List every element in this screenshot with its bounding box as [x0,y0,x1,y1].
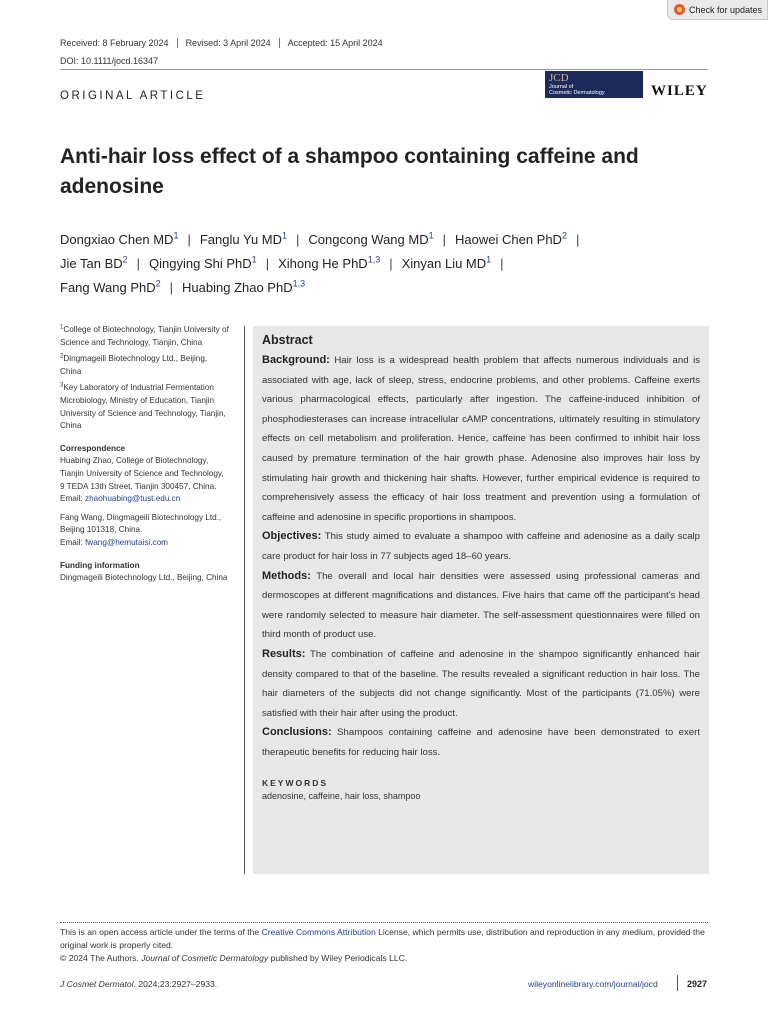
author-affiliation-ref[interactable]: 1 [251,254,257,265]
author-separator: | [442,232,446,247]
author-name: Huabing Zhao PhD [182,280,293,295]
affiliation [60,382,230,432]
results-text: The combination of caffeine and adenosine in the shampoo significantly enhanced hair density compared to that of the baseline. The results revealed a significant reduction in hair loss. The hair diameters of the subjects did not change significantly. Most of the participants (71.05%) were satisfied with their hair after using the product. [262,648,700,719]
article-title: Anti-hair loss effect of a shampoo containing caffeine and adenosine [60,145,639,198]
license-post: License, which permits use, distribution and reproduction in any medium, provided the original work is properly cited. [60,927,705,950]
author-affiliation-ref[interactable]: 2 [122,254,128,265]
author-name: Xihong He PhD [278,256,368,271]
doi: DOI: 10.1111/jocd.16347 [60,56,159,66]
abstract-conclusions [262,723,700,762]
author-separator: | [187,232,191,247]
footer-divider [60,922,708,923]
check-for-updates-button[interactable] [667,0,768,20]
author [308,232,433,247]
author [182,280,305,295]
conclusions-text: Shampoos containing caffeine and adenosine have been demonstrated to exert therapeutic benefits for reducing hair loss. [262,727,700,758]
objectives-text: This study aimed to evaluate a shampoo with caffeine and adenosine as a daily scalp care product for hair loss in 77 subjects aged 18–60 years. [262,531,700,562]
correspondence-heading: Correspondence [60,443,126,453]
copyright [60,953,407,963]
author [149,256,257,271]
author-separator: | [296,232,300,247]
email-link-1[interactable]: zhaohuabing@tust.edu.cn [85,494,181,504]
author-separator: | [169,280,174,295]
background-label: Background: [262,354,330,366]
author-name: Qingying Shi PhD [149,256,252,271]
author-name: Dongxiao Chen MD [60,232,174,247]
article-dates [60,38,391,48]
author [60,232,178,247]
affiliation-number: 3 [60,382,64,389]
citation [60,979,217,989]
journal-logo-line1: Journal of [549,84,574,90]
author-affiliation-ref[interactable]: 2 [155,278,161,289]
received-date: Received: 8 February 2024 [60,38,178,48]
license-note [60,926,710,951]
methods-text: The overall and local hair densities were assessed using professional cameras and dermoscopes at different magnifications and distances. Five hairs that came off the participant's head were randomly selected to measure hair diameter. The self-assessment questionnaires were filled on third month of product use. [262,570,700,641]
creative-commons-link[interactable]: Creative Commons Attribution [261,927,376,937]
page-number: 2927 [687,979,708,989]
author-affiliation-ref[interactable]: 1 [173,230,179,241]
author [278,256,380,271]
copyright-post: published by Wiley Periodicals LLC. [268,953,408,963]
page-number-divider [677,975,678,991]
citation-details: 2024;23:2927–2933. [135,979,218,989]
author-name: Congcong Wang MD [308,232,429,247]
author [60,280,161,295]
column-divider [244,326,245,874]
journal-logo-initials: JCD [549,72,569,84]
conclusions-label: Conclusions: [262,726,332,739]
author-affiliation-ref[interactable]: 1 [282,230,288,241]
affiliation [60,353,230,378]
copyright-pre: © 2024 The Authors. [60,953,142,963]
abstract-methods [262,567,700,645]
author-name: Haowei Chen PhD [455,232,562,247]
author-affiliation-ref[interactable]: 1 [486,254,492,265]
correspondence-address-2: Fang Wang, Dingmageili Biotechnology Ltd., Beijing 101318, China. [60,512,222,535]
author [60,256,128,271]
author-separator: | [575,232,580,247]
email-label-1: Email: [60,494,86,504]
keywords: adenosine, caffeine, hair loss, shampoo [262,791,421,802]
abstract-heading: Abstract [262,333,313,347]
journal-logo-line2: Cosmetic Dermatology [549,90,605,96]
author-separator: | [136,256,141,271]
author-separator: | [500,256,504,271]
background-text: Hair loss is a widespread health problem that affects numerous individuals and is associated with age, lack of sleep, stress, endocrine problems, and other problems. Caffeine exerts various pharmacological effects, particularly after ingestion. The caffeine-induced inhibition of phosphodiesterases can increase intracellular cAMP concentrations, ultimately resulting in stimulatory effects on cell metabolism and proliferation. Hence, caffeine has been confirmed to inhibit hair loss caused by premature termination of the hair growth phase. Adenosine also improves hair loss by stimulating hair growth and thickening hair shafts. However, further empirical evidence is required to comprehensively assess the efficacy of hair loss treatment and prevention using a formulation of caffeine and adenosine in specific proportions in shampoos. [262,355,700,523]
results-label: Results: [262,647,306,660]
email-link-2[interactable]: fwang@hemutaisi.com [85,537,168,547]
article-type: ORIGINAL ARTICLE [60,90,206,102]
affiliation [60,324,230,349]
author-name: Jie Tan BD [60,256,123,271]
abstract-background [262,351,700,527]
author-affiliation-ref[interactable]: 1,3 [367,254,381,265]
objectives-label: Objectives: [262,530,322,543]
check-for-updates-label: Check for updates [689,4,763,15]
affiliation-number: 2 [60,353,64,360]
funding-heading: Funding information [60,560,140,570]
author [200,232,287,247]
author [402,256,492,271]
author-name: Xinyan Liu MD [401,256,487,271]
accepted-date: Accepted: 15 April 2024 [287,38,383,48]
funding-text: Dingmageili Biotechnology Ltd., Beijing, China [60,573,228,583]
publisher-logo: WILEY [651,83,708,99]
methods-label: Methods: [262,569,311,582]
header-divider [60,69,708,70]
journal-logo [545,71,643,98]
abstract-box [253,326,709,874]
abstract-results [262,645,700,723]
citation-journal: J Cosmet Dermatol. [60,979,136,989]
author-list [60,228,720,300]
author-separator: | [265,256,270,271]
keywords-heading: KEYWORDS [262,778,329,789]
revised-date: Revised: 3 April 2024 [178,38,280,48]
correspondence-address-1: Huabing Zhao, College of Biotechnology, Tianjin University of Science and Technology, 9 TEDA 13th Street, Tianjin 300457, China. [60,456,224,491]
affiliation-list [60,324,230,433]
author-name: Fanglu Yu MD [199,232,282,247]
abstract-objectives [262,527,700,566]
article-info-column [60,324,230,591]
author [455,232,567,247]
affiliation-text: Key Laboratory of Industrial Fermentation Microbiology, Ministry of Education, Tianjin University of Science and Technology, Tianjin, China [60,383,226,431]
affiliation-number: 1 [60,324,64,331]
journal-url-link[interactable]: wileyonlinelibrary.com/journal/jocd [528,979,658,989]
copyright-journal: Journal of Cosmetic Dermatology [141,953,269,963]
correspondence-text-2 [60,512,230,550]
affiliation-text: Dingmageili Biotechnology Ltd., Beijing, China [60,354,208,376]
author-affiliation-ref[interactable]: 1,3 [292,278,306,289]
author-name: Fang Wang PhD [60,280,156,295]
email-label-2: Email: [60,537,86,547]
author-separator: | [389,256,393,271]
affiliation-text: College of Biotechnology, Tianjin University of Science and Technology, Tianjin, China [60,325,229,347]
author-affiliation-ref[interactable]: 1 [428,230,434,241]
license-pre: This is an open access article under the terms of the [60,927,262,937]
correspondence-text [60,455,230,505]
crossmark-icon [674,4,685,15]
author-affiliation-ref[interactable]: 2 [561,230,567,241]
